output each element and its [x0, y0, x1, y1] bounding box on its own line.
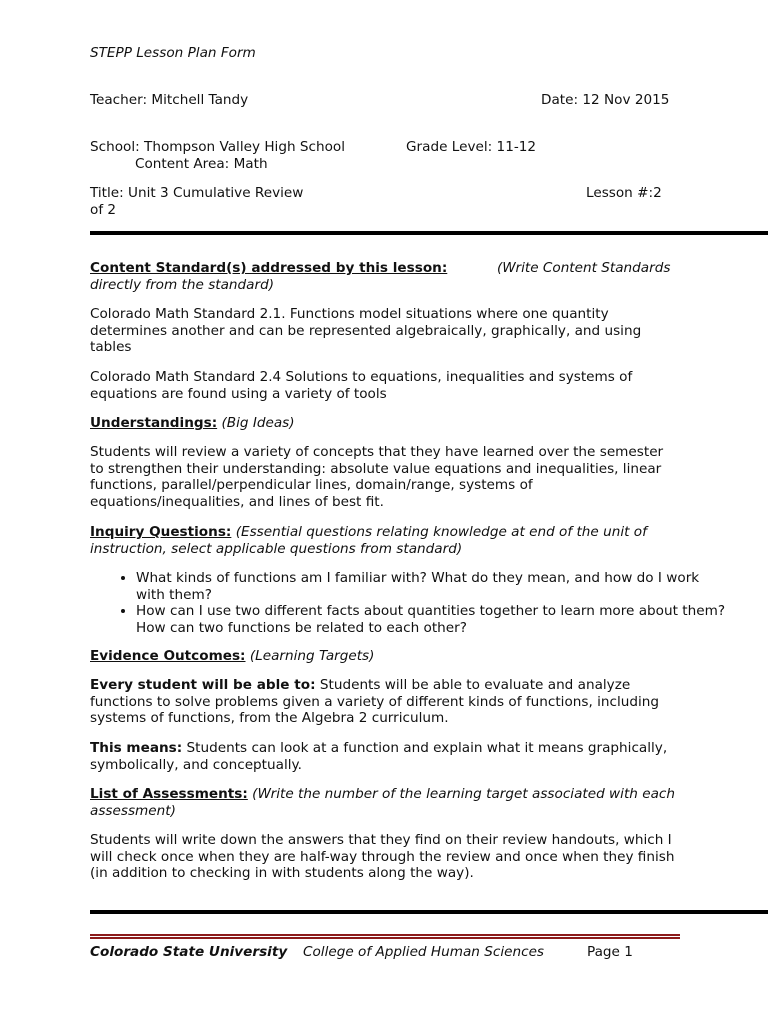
inquiry-note: (Essential questions relating knowledge at end of the unit of instruction, select applicable questions from standard): [90, 524, 647, 557]
footer-university: Colorado State University: [90, 944, 288, 960]
footer-page-number: Page 1: [587, 944, 633, 960]
this-means-paragraph: [90, 740, 680, 773]
list-item: • What kinds of functions am I familiar with? What do they mean, and how do I work with them?: [136, 570, 726, 603]
this-means-label: This means:: [90, 740, 183, 756]
assessments-note: (Write the number of the learning target associated with each assessment): [90, 786, 675, 819]
school-field: School: Thompson Valley High School: [90, 139, 346, 155]
content-standards-note-a: (Write Content Standards: [497, 260, 671, 276]
content-standards-heading: [90, 260, 447, 276]
evidence-note: (Learning Targets): [249, 648, 375, 664]
inquiry-heading: [90, 524, 680, 557]
inquiry-list: [90, 570, 726, 636]
grade-level-field: Grade Level: 11-12: [406, 139, 537, 155]
every-student-paragraph: [90, 677, 680, 727]
lesson-number: Lesson #:2: [586, 185, 662, 201]
assessments-label: List of Assessments:: [90, 786, 248, 802]
every-student-text: Students will be able to evaluate and analyze functions to solve problems given a variety of different kinds of functions, including systems of functions, from the Algebra 2 curriculum.: [90, 677, 660, 726]
footer-college: College of Applied Human Sciences: [303, 944, 545, 960]
understandings-note: (Big Ideas): [221, 415, 295, 431]
assessments-heading: [90, 786, 680, 819]
footer-rule: [90, 934, 680, 939]
header-rule: [90, 231, 768, 235]
standard-2-1: Colorado Math Standard 2.1. Functions model situations where one quantity determines another and can be represented algebraically, graphically, and using tables: [90, 306, 642, 355]
teacher-field: Teacher: Mitchell Tandy: [90, 92, 249, 108]
inquiry-label: Inquiry Questions:: [90, 524, 232, 540]
understandings-heading: [90, 415, 295, 431]
every-student-label: Every student will be able to:: [90, 677, 316, 693]
assessments-body: Students will write down the answers that they find on their review handouts, which I will check once when they are half-way through the review and once when they finish (in addition to checking in with students along the way).: [90, 832, 675, 881]
evidence-label: Evidence Outcomes:: [90, 648, 246, 664]
content-standards-note-b: directly from the standard): [90, 277, 275, 293]
understandings-label: Understandings:: [90, 415, 218, 431]
standard-2-4: Colorado Math Standard 2.4 Solutions to equations, inequalities and systems of equations are found using a variety of tools: [90, 369, 633, 402]
understandings-body: Students will review a variety of concepts that they have learned over the semester to strengthen their understanding: absolute value equations and inequalities, linear functions, parallel/perpendicular lines, domain/range, systems of equations/inequalities, and lines of best fit.: [90, 444, 664, 510]
this-means-text: Students can look at a function and explain what it means graphically, symbolically, and conceptually.: [90, 740, 668, 773]
lesson-of: of 2: [90, 202, 117, 218]
lesson-title: Title: Unit 3 Cumulative Review: [90, 185, 304, 201]
form-title: STEPP Lesson Plan Form: [90, 45, 256, 61]
date-field: Date: 12 Nov 2015: [541, 92, 670, 108]
content-standards-label: Content Standard(s) addressed by this lesson:: [90, 260, 448, 276]
content-area-field: Content Area: Math: [135, 156, 268, 172]
footer-top-rule: [90, 910, 768, 914]
list-item: • How can I use two different facts about quantities together to learn more about them? How can two functions be related to each other?: [136, 603, 726, 636]
evidence-heading: [90, 648, 374, 664]
